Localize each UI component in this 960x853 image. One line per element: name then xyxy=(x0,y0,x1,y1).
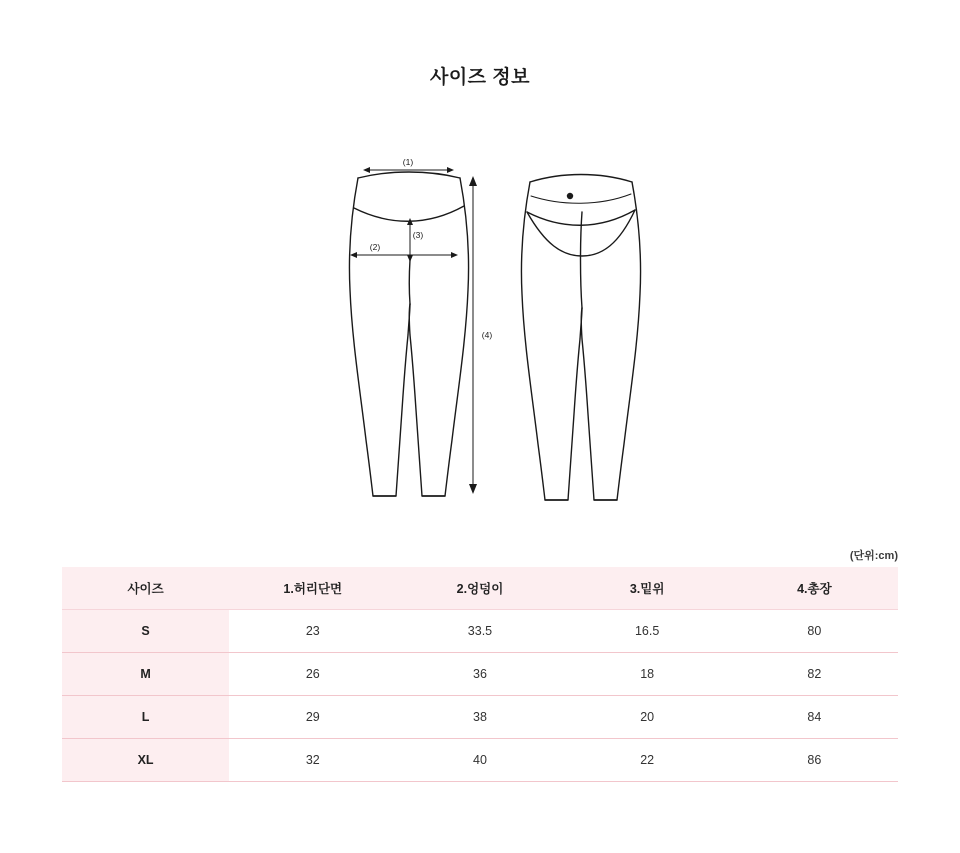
column-header-hip: 2.엉덩이 xyxy=(396,567,563,610)
dimension-rise-arrow xyxy=(407,218,413,262)
cell-waist: 23 xyxy=(229,610,396,653)
column-header-length: 4.총장 xyxy=(731,567,898,610)
dimension-label-3: (3) xyxy=(412,230,424,240)
column-header-size: 사이즈 xyxy=(62,567,229,610)
row-header-size: S xyxy=(62,610,229,653)
row-header-size: M xyxy=(62,653,229,696)
size-chart-table xyxy=(62,567,898,782)
cell-rise: 18 xyxy=(564,653,731,696)
back-view-illustration xyxy=(521,175,640,501)
cell-rise: 20 xyxy=(564,696,731,739)
cell-hip: 33.5 xyxy=(396,610,563,653)
leggings-measurement-diagram xyxy=(0,140,960,520)
unit-note: (단위:cm) xyxy=(849,550,898,562)
cell-hip: 38 xyxy=(396,696,563,739)
cell-rise: 16.5 xyxy=(564,610,731,653)
table-row xyxy=(62,653,898,696)
row-header-size: L xyxy=(62,696,229,739)
dimension-label-4: (4) xyxy=(481,330,493,340)
cell-rise: 22 xyxy=(564,739,731,782)
cell-waist: 26 xyxy=(229,653,396,696)
cell-waist: 29 xyxy=(229,696,396,739)
column-header-waist: 1.허리단면 xyxy=(229,567,396,610)
page-title: 사이즈 정보 xyxy=(429,67,531,88)
dimension-length-arrow xyxy=(469,176,477,494)
table-header-row xyxy=(62,567,898,610)
dimension-label-2: (2) xyxy=(369,242,381,252)
cell-length: 80 xyxy=(731,610,898,653)
back-pocket-dot xyxy=(567,193,573,199)
cell-length: 86 xyxy=(731,739,898,782)
cell-waist: 32 xyxy=(229,739,396,782)
row-header-size: XL xyxy=(62,739,229,782)
cell-hip: 40 xyxy=(396,739,563,782)
table-row xyxy=(62,610,898,653)
table-row xyxy=(62,696,898,739)
table-row xyxy=(62,739,898,782)
dimension-hip-arrow xyxy=(350,252,458,258)
cell-length: 82 xyxy=(731,653,898,696)
cell-hip: 36 xyxy=(396,653,563,696)
column-header-rise: 3.밑위 xyxy=(564,567,731,610)
cell-length: 84 xyxy=(731,696,898,739)
dimension-label-1: (1) xyxy=(402,157,414,167)
